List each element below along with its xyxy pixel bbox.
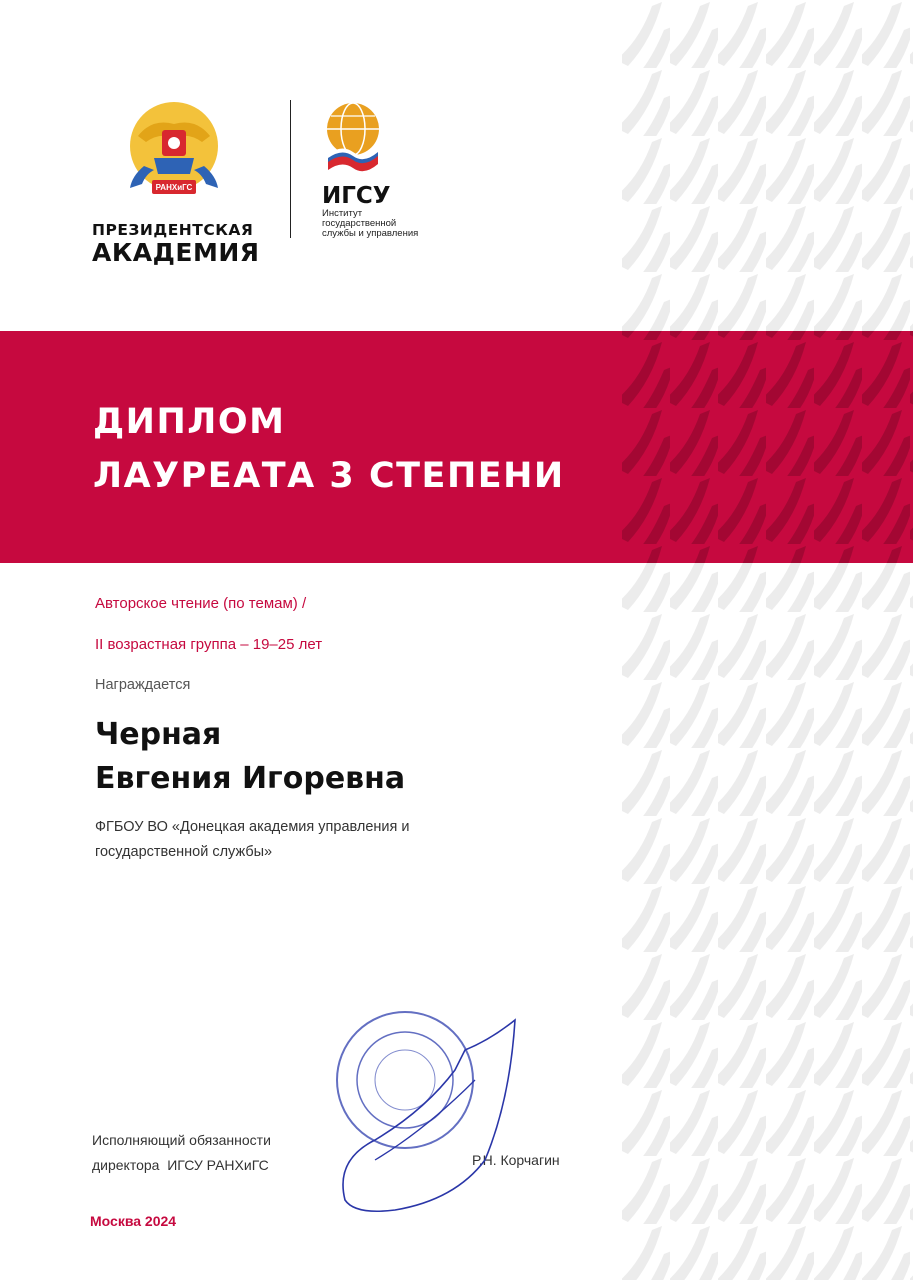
igsu-abbr: ИГСУ: [322, 183, 391, 209]
ranepa-logo: [92, 96, 260, 267]
signatory-position: [92, 1128, 271, 1178]
age-group: II возрастная группа – 19–25 лет: [95, 636, 323, 653]
decorative-pattern: [622, 0, 913, 1280]
ranepa-name-line2: АКАДЕМИЯ: [92, 238, 260, 267]
organization: ФГБОУ ВО «Донецкая академия управления и государственной службы»: [95, 819, 410, 860]
ranepa-name-line1: ПРЕЗИДЕНТСКАЯ: [92, 221, 254, 239]
recipient-name: [95, 713, 405, 801]
diploma-title: [93, 395, 565, 503]
igsu-line2: государственной: [322, 218, 397, 229]
recipient-given-names: Евгения Игоревна: [95, 761, 406, 796]
igsu-line3: службы и управления: [322, 228, 419, 239]
igsu-line1: Институт: [322, 208, 363, 219]
position-line1: Исполняющий обязанности: [92, 1132, 271, 1148]
awarded-label: Награждается: [95, 677, 191, 693]
recipient-surname: Черная: [95, 717, 222, 752]
official-stamp: [315, 1010, 525, 1220]
globe-flag-icon: [322, 100, 384, 172]
logo-divider: [290, 100, 291, 238]
signatory-name: Р.Н. Корчагин: [472, 1152, 560, 1168]
position-line2: директора ИГСУ РАНХиГС: [92, 1157, 269, 1173]
city-year: Москва 2024: [90, 1213, 177, 1229]
igsu-logo: [322, 100, 452, 250]
nomination-category: Авторское чтение (по темам) /: [95, 595, 307, 612]
title-line1: ДИПЛОМ: [93, 402, 286, 442]
ranepa-ribbon-text: РАНХиГС: [155, 183, 193, 192]
title-line2: ЛАУРЕАТА 3 СТЕПЕНИ: [93, 456, 565, 496]
ranepa-emblem-icon: [92, 96, 257, 214]
